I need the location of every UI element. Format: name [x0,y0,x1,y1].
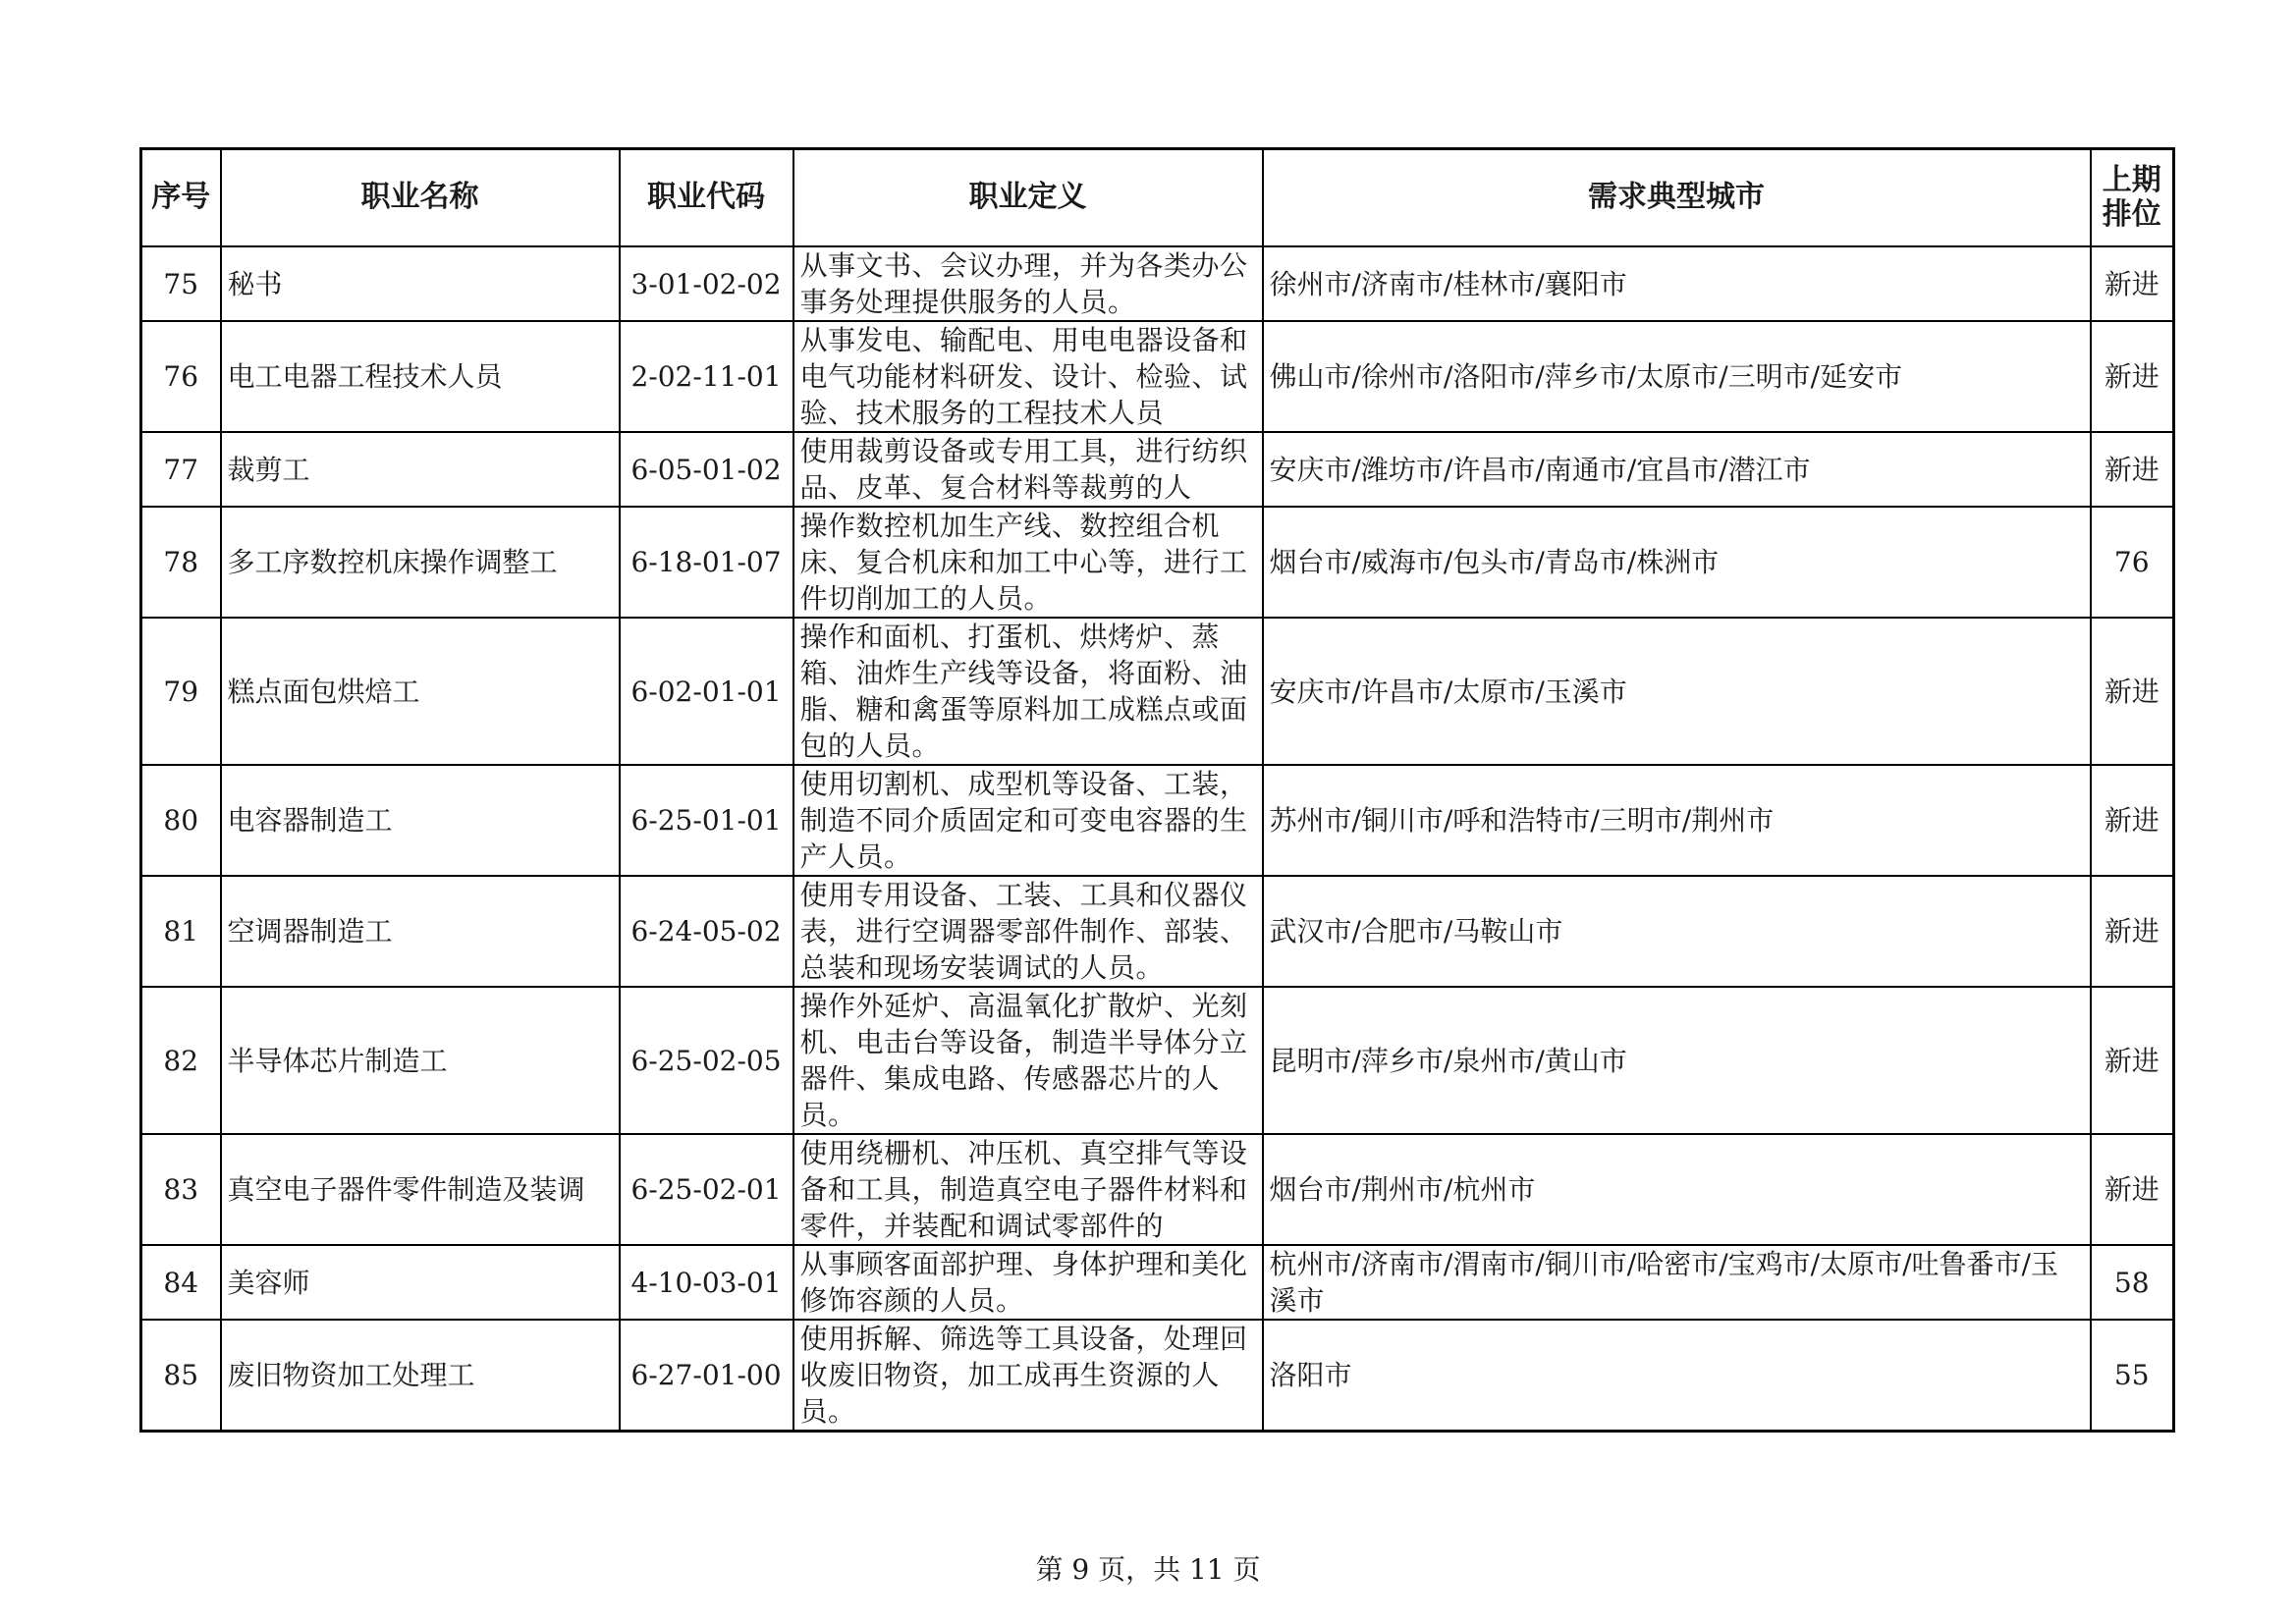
cell-occupation-definition [793,876,1263,987]
cell-typical-cities: 徐州市/济南市/桂林市/襄阳市 [1263,246,2091,321]
cell-occupation-code: 4-10-03-01 [620,1245,793,1320]
definition-text: 从事文书、会议办理，并为各类办公事务处理提供服务的人员。 [799,249,1248,318]
cell-occupation-name: 空调器制造工 [221,876,620,987]
cell-occupation-name: 半导体芯片制造工 [221,987,620,1134]
header-occupation-definition: 职业定义 [793,149,1263,247]
cell-previous-rank: 新进 [2091,765,2174,876]
cell-serial-number: 77 [141,432,221,507]
cell-previous-rank: 新进 [2091,246,2174,321]
cell-typical-cities: 洛阳市 [1263,1320,2091,1432]
cell-occupation-code: 6-25-02-01 [620,1134,793,1245]
definition-text: 使用裁剪设备或专用工具，进行纺织品、皮革、复合材料等裁剪的人 [799,435,1248,504]
definition-text: 使用绕栅机、冲压机、真空排气等设备和工具，制造真空电子器件材料和零件，并装配和调试零部件的 [799,1137,1248,1242]
cell-occupation-definition [793,1245,1263,1320]
cell-occupation-definition [793,1134,1263,1245]
cell-occupation-name: 电工电器工程技术人员 [221,321,620,432]
cell-occupation-name: 糕点面包烘焙工 [221,618,620,765]
cell-typical-cities: 杭州市/济南市/渭南市/铜川市/哈密市/宝鸡市/太原市/吐鲁番市/玉溪市 [1263,1245,2091,1320]
cell-occupation-definition [793,987,1263,1134]
cell-occupation-code: 6-27-01-00 [620,1320,793,1432]
table-row [141,987,2174,1134]
cell-typical-cities: 安庆市/许昌市/太原市/玉溪市 [1263,618,2091,765]
cell-serial-number: 82 [141,987,221,1134]
definition-text: 操作数控机加生产线、数控组合机床、复合机床和加工中心等，进行工件切削加工的人员。 [799,510,1248,615]
cell-occupation-code: 6-05-01-02 [620,432,793,507]
cell-occupation-definition [793,321,1263,432]
cell-occupation-code: 6-25-01-01 [620,765,793,876]
cell-occupation-definition [793,765,1263,876]
table-row [141,507,2174,618]
cell-serial-number: 83 [141,1134,221,1245]
table-row [141,1320,2174,1432]
cell-previous-rank: 55 [2091,1320,2174,1432]
cell-typical-cities: 安庆市/潍坊市/许昌市/南通市/宜昌市/潜江市 [1263,432,2091,507]
cell-typical-cities: 烟台市/荆州市/杭州市 [1263,1134,2091,1245]
occupation-table-container [139,147,2172,1433]
header-occupation-name: 职业名称 [221,149,620,247]
cell-serial-number: 84 [141,1245,221,1320]
cell-serial-number: 79 [141,618,221,765]
table-header-row [141,149,2174,247]
cell-typical-cities: 佛山市/徐州市/洛阳市/萍乡市/太原市/三明市/延安市 [1263,321,2091,432]
page-footer: 第 9 页，共 11 页 [1035,1553,1261,1586]
cell-serial-number: 75 [141,246,221,321]
cell-typical-cities: 苏州市/铜川市/呼和浩特市/三明市/荆州市 [1263,765,2091,876]
table-row [141,321,2174,432]
cell-occupation-name: 废旧物资加工处理工 [221,1320,620,1432]
cell-previous-rank: 58 [2091,1245,2174,1320]
cell-occupation-definition [793,507,1263,618]
definition-text: 使用拆解、筛选等工具设备，处理回收废旧物资，加工成再生资源的人员。 [799,1323,1248,1428]
cell-serial-number: 76 [141,321,221,432]
table-row [141,765,2174,876]
occupation-table [139,147,2175,1433]
cell-serial-number: 81 [141,876,221,987]
cell-typical-cities: 昆明市/萍乡市/泉州市/黄山市 [1263,987,2091,1134]
header-typical-cities: 需求典型城市 [1263,149,2091,247]
cell-previous-rank: 新进 [2091,1134,2174,1245]
definition-text: 从事顾客面部护理、身体护理和美化修饰容颜的人员。 [799,1248,1248,1317]
header-serial-number: 序号 [141,149,221,247]
cell-typical-cities: 烟台市/威海市/包头市/青岛市/株洲市 [1263,507,2091,618]
cell-typical-cities: 武汉市/合肥市/马鞍山市 [1263,876,2091,987]
header-previous-rank [2091,149,2174,247]
cell-occupation-name: 电容器制造工 [221,765,620,876]
header-previous-rank-label: 上期排位 [2102,163,2161,232]
cell-previous-rank: 新进 [2091,987,2174,1134]
cell-occupation-code: 3-01-02-02 [620,246,793,321]
cell-occupation-name: 美容师 [221,1245,620,1320]
cell-occupation-definition [793,1320,1263,1432]
definition-text: 操作和面机、打蛋机、烘烤炉、蒸箱、油炸生产线等设备，将面粉、油脂、糖和禽蛋等原料加工成糕点或面包的人员。 [799,621,1248,762]
table-row [141,1245,2174,1320]
definition-text: 使用切割机、成型机等设备、工装，制造不同介质固定和可变电容器的生产人员。 [799,768,1248,873]
table-row [141,876,2174,987]
cell-occupation-definition [793,432,1263,507]
cell-occupation-code: 2-02-11-01 [620,321,793,432]
cell-serial-number: 78 [141,507,221,618]
table-row [141,1134,2174,1245]
table-row [141,618,2174,765]
definition-text: 使用专用设备、工装、工具和仪器仪表，进行空调器零部件制作、部装、总装和现场安装调试的人员。 [799,879,1248,984]
cell-occupation-code: 6-25-02-05 [620,987,793,1134]
cell-occupation-name: 裁剪工 [221,432,620,507]
cell-serial-number: 80 [141,765,221,876]
cell-occupation-name: 多工序数控机床操作调整工 [221,507,620,618]
cell-previous-rank: 新进 [2091,321,2174,432]
cell-occupation-code: 6-24-05-02 [620,876,793,987]
definition-text: 操作外延炉、高温氧化扩散炉、光刻机、电击台等设备，制造半导体分立器件、集成电路、传感器芯片的人员。 [799,990,1248,1131]
cell-serial-number: 85 [141,1320,221,1432]
cell-occupation-name: 真空电子器件零件制造及装调 [221,1134,620,1245]
table-row [141,246,2174,321]
cell-occupation-name: 秘书 [221,246,620,321]
table-row [141,432,2174,507]
cell-occupation-definition [793,246,1263,321]
cell-previous-rank: 新进 [2091,432,2174,507]
cell-previous-rank: 76 [2091,507,2174,618]
definition-text: 从事发电、输配电、用电电器设备和电气功能材料研发、设计、检验、试验、技术服务的工程技术人员 [799,324,1248,429]
cell-occupation-definition [793,618,1263,765]
cell-occupation-code: 6-18-01-07 [620,507,793,618]
cell-previous-rank: 新进 [2091,876,2174,987]
cell-previous-rank: 新进 [2091,618,2174,765]
cell-occupation-code: 6-02-01-01 [620,618,793,765]
header-occupation-code: 职业代码 [620,149,793,247]
